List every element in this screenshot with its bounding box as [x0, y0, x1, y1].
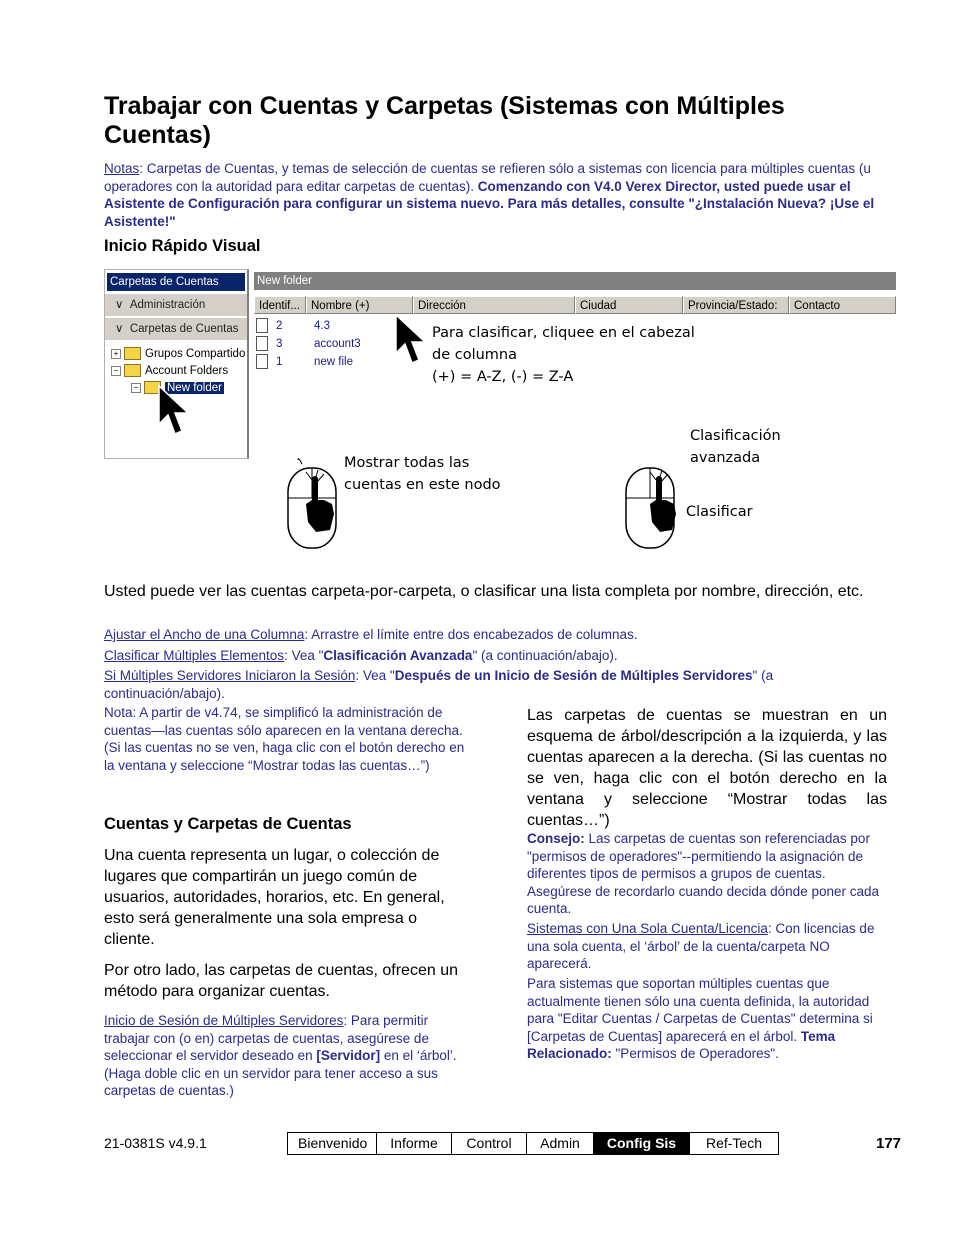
- callout-line: cuentas en este nodo: [344, 477, 501, 493]
- single-account-link[interactable]: Sistemas con Una Sola Cuenta/Licencia: [527, 921, 768, 936]
- notes-link[interactable]: Notas: [104, 161, 140, 176]
- right-body-paragraph: Las carpetas de cuentas se muestran en un esquema de árbol/descripción a la izquierda, y las cuentas aparecen a la derecha. (Si las cuentas no se ven, haga clic con el botón derecho en la ventana y seleccione “Mostrar todas las cuentas…”): [527, 707, 887, 829]
- column-header-id[interactable]: Identif...: [254, 296, 306, 314]
- single-account-text: : Con licencias de una sola cuenta, el ‘árbol’ de la cuenta/carpeta NO aparecerá.: [527, 921, 875, 971]
- tip-link[interactable]: Si Múltiples Servidores Iniciaron la Sesión: [104, 668, 356, 683]
- section-paragraph: Una cuenta representa un lugar, o colección de lugares que compartirán un juego común de usuarios, autoridades, horarios, etc. En general, esto será generalmente una sola empresa o cliente.: [104, 847, 445, 948]
- account-row[interactable]: [256, 317, 330, 335]
- callout-classify: Clasificar: [686, 504, 753, 520]
- tip-paragraph: [527, 830, 882, 918]
- tree-node-shared[interactable]: [111, 346, 245, 362]
- callout-line: Mostrar todas las: [344, 455, 470, 471]
- tip-bold: Clasificación Avanzada: [323, 648, 473, 663]
- folder-icon: [124, 364, 141, 377]
- account-icon: [256, 336, 268, 351]
- tree-title: Carpetas de Cuentas: [107, 273, 245, 291]
- page-title: Trabajar con Cuentas y Carpetas (Sistemas con Múltiples Cuentas): [104, 92, 785, 149]
- tip-text: : Vea ": [284, 648, 324, 663]
- intro-paragraph: Usted puede ver las cuentas carpeta-por-carpeta, o clasificar una lista completa por nombre, dirección, etc.: [104, 583, 864, 600]
- tip-bold: Después de un Inicio de Sesión de Múltiples Servidores: [394, 668, 753, 683]
- tree-node-label: Grupos Compartido: [145, 348, 246, 360]
- tree-section-label: Carpetas de Cuentas: [129, 323, 239, 335]
- nav-config-sis[interactable]: Config Sis: [594, 1133, 690, 1154]
- related-topic-label: Tema Relacionado:: [527, 1028, 836, 1061]
- callout-line: de columna: [432, 347, 517, 363]
- column-header-city[interactable]: Ciudad: [575, 296, 683, 314]
- multi-account-text: Para sistemas que soportan múltiples cuentas que actualmente tienen sólo una cuenta definida, la autoridad para "Editar Cuentas / Carpetas de Cuentas" determina si [Carpetas de Cuentas] aparecerá en el árbol.: [527, 976, 873, 1044]
- nav-ref-tech[interactable]: Ref-Tech: [705, 1135, 763, 1151]
- cursor-arrow-icon: [394, 313, 428, 369]
- single-account-note: [527, 920, 882, 973]
- multi-server-text: en el ‘árbol’. (Haga doble clic en un servidor para tener acceso a sus carpetas de cuentas.): [104, 1048, 457, 1098]
- nav-bienvenido[interactable]: Bienvenido: [288, 1133, 377, 1154]
- column-header-contact[interactable]: Contacto: [789, 296, 896, 314]
- tip-column-width: [104, 626, 894, 644]
- multi-server-text: : Para permitir trabajar con (o en) carpetas de cuentas, asegúrese de seleccionar el servidor deseado en: [104, 1013, 429, 1063]
- doc-id: 21-0381S v4.9.1: [104, 1135, 207, 1151]
- column-header-address[interactable]: Dirección: [413, 296, 575, 314]
- tip-text: " (a continuación/abajo).: [104, 668, 774, 701]
- cursor-arrow-icon: [157, 384, 193, 440]
- mouse-right-click-icon: [622, 458, 682, 552]
- left-note: Nota: A partir de v4.74, se simplificó la administración de cuentas—las cuentas sólo aparecen en la ventana derecha. (Si las cuentas no se ven, haga clic con el botón derecho en la ventana y seleccione “Mostrar todas las cuentas…”): [104, 705, 465, 773]
- account-icon: [256, 318, 268, 333]
- notes-bold: Comenzando con V4.0 Verex Director, usted puede usar el Asistente de Configuración para configurar un sistema nuevo. Para más detalles, consulte "¿Instalación Nueva? ¡Use el Asistente!": [104, 178, 875, 229]
- account-id: 1: [276, 356, 283, 368]
- callout-line: (+) = A-Z, (-) = Z-A: [432, 369, 574, 385]
- callout-advanced: [690, 425, 781, 469]
- nav-informe[interactable]: Informe: [377, 1133, 452, 1154]
- page-number: 177: [876, 1135, 902, 1152]
- multi-server-link[interactable]: Inicio de Sesión de Múltiples Servidores: [104, 1013, 344, 1028]
- callout-line: Para clasificar, cliquee en el cabezal: [432, 325, 695, 341]
- folder-icon: [124, 347, 141, 360]
- callout-line: Clasificación: [690, 428, 781, 444]
- multi-server-bold: [Servidor]: [316, 1048, 381, 1063]
- tree-section-folders[interactable]: ∨ Carpetas de Cuentas: [105, 318, 247, 340]
- mouse-left-click-icon: [284, 458, 342, 552]
- account-id: 2: [276, 320, 283, 332]
- account-row[interactable]: [256, 335, 361, 353]
- nav-control[interactable]: Control: [452, 1133, 527, 1154]
- quickstart-heading: Inicio Rápido Visual: [104, 237, 261, 255]
- folder-tree-pane: [104, 269, 249, 459]
- tip-text: Las carpetas de cuentas son referenciadas por "permisos de operadores"--permitiendo la asignación de diferentes tipos de permisos a grupos de cuentas. Asegúrese de recordarlo cuando decida dónde poner cada cuenta.: [527, 831, 880, 916]
- callout-line: avanzada: [690, 450, 761, 466]
- notes-paragraph: [104, 160, 894, 230]
- tree-body: [105, 344, 247, 459]
- column-header-row: [254, 296, 896, 314]
- nav-admin[interactable]: Admin: [527, 1133, 594, 1154]
- section-paragraph: Por otro lado, las carpetas de cuentas, ofrecen un método para organizar cuentas.: [104, 962, 458, 1000]
- tip-text: : Arrastre el límite entre dos encabezados de columnas.: [304, 627, 638, 642]
- tip-multi-sort: [104, 647, 894, 665]
- tip-multi-server: [104, 667, 894, 702]
- tip-label: Consejo:: [527, 831, 585, 846]
- tree-section-admin[interactable]: ∨ Administración: [105, 294, 247, 316]
- collapse-icon[interactable]: −: [131, 383, 141, 393]
- tree-node-account-folders[interactable]: [111, 363, 228, 379]
- account-name: new file: [314, 356, 353, 368]
- tree-node-label: Account Folders: [145, 365, 229, 377]
- multi-account-note: [527, 975, 882, 1063]
- callout-sort: [432, 322, 695, 388]
- notes-text: : Carpetas de Cuentas, y temas de selección de cuentas se refieren sólo a sistemas con licencia para múltiples cuentas (u operadores con la autoridad para editar carpetas de cuentas).: [104, 161, 871, 194]
- tip-link[interactable]: Clasificar Múltiples Elementos: [104, 648, 285, 663]
- account-row[interactable]: [256, 353, 353, 371]
- column-header-province[interactable]: Provincia/Estado:: [683, 296, 789, 314]
- account-id: 3: [276, 338, 283, 350]
- account-icon: [256, 354, 268, 369]
- list-title: New folder: [254, 272, 896, 290]
- account-name: account3: [314, 338, 361, 350]
- expand-icon[interactable]: +: [111, 349, 121, 359]
- callout-show-all: [344, 452, 501, 496]
- collapse-icon[interactable]: −: [111, 366, 121, 376]
- tip-text: " (a continuación/abajo).: [472, 648, 618, 663]
- tree-node-label: New folder: [167, 382, 222, 394]
- tip-link[interactable]: Ajustar el Ancho de una Columna: [104, 627, 305, 642]
- section-heading: Cuentas y Carpetas de Cuentas: [104, 815, 352, 833]
- tree-section-label: Administración: [129, 299, 206, 311]
- footer-nav: [287, 1132, 779, 1155]
- account-name: 4.3: [314, 320, 330, 332]
- multi-server-note: [104, 1012, 474, 1100]
- multi-account-text: "Permisos de Operadores".: [611, 1046, 779, 1061]
- tip-text: : Vea ": [355, 668, 395, 683]
- column-header-name[interactable]: Nombre (+): [306, 296, 413, 314]
